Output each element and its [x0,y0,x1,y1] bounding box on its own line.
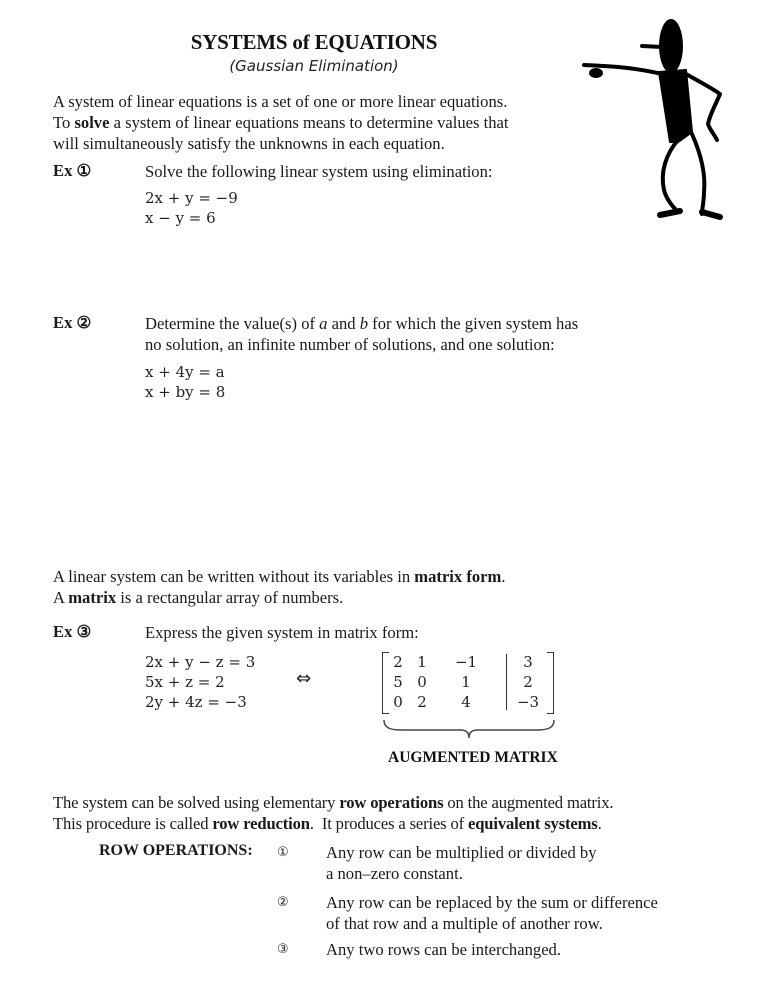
text: is a rectangular array of numbers. [116,588,344,607]
bold-term-matrix: matrix [68,588,117,607]
matrix-cell: −1 [454,653,478,671]
equation: x + by = 8 [145,383,226,401]
matrix-cell: 2 [523,673,533,691]
right-bracket [547,652,554,714]
operation-3-text [326,939,561,960]
example-3-equations [145,652,255,712]
bold-term-row-operations: row operations [339,793,444,812]
text: Any row can be multiplied or divided by [326,843,597,862]
bold-term-equivalent-systems: equivalent systems [468,814,598,833]
text: and [327,314,360,333]
page-subtitle: (Gaussian Elimination) [229,57,399,75]
matrix-intro-paragraph [53,566,506,608]
page-title: SYSTEMS of EQUATIONS [190,30,438,54]
example-1-instruction: Solve the following linear system using elimination: [145,162,493,181]
row-operations-label: ROW OPERATIONS: [99,842,253,859]
matrix-cell: 4 [461,693,471,711]
matrix-cell: 3 [523,653,533,671]
equivalence-arrow-icon: ⇔ [296,668,312,689]
intro-paragraph [53,91,509,154]
pointing-stick-figure-icon [582,12,762,252]
example-1-label: Ex ① [53,161,92,180]
augmented-matrix [382,652,554,714]
matrix-intro-line-2 [53,587,506,608]
matrix-intro-line-1 [53,566,506,587]
row-reduction-line-1 [53,792,613,813]
row-reduction-paragraph [53,792,613,834]
example-2-equations [145,362,225,402]
equation: x − y = 6 [145,209,216,227]
text: A [53,588,69,607]
instruction-line-1 [145,313,578,334]
matrix-cell: −3 [516,693,540,711]
text: This procedure is called [53,814,213,833]
text: of that row and a multiple of another row. [326,914,603,933]
text: for which the given system has [368,314,579,333]
text: a system of linear equations means to determine values that [109,113,509,132]
matrix-cell: 2 [393,653,403,671]
bold-term-solve: solve [74,113,110,132]
augmented-matrix-caption: AUGMENTED MATRIX [388,749,558,766]
variable-a: a [319,314,328,333]
operation-1-text [326,842,597,884]
text: To [53,113,75,132]
example-3-instruction: Express the given system in matrix form: [145,623,419,642]
operation-1-number: ① [277,845,289,860]
text: Determine the value(s) of [145,314,320,333]
equation: 2y + 4z = −3 [145,693,247,711]
example-1-equations [145,188,238,228]
augmentation-bar [506,654,507,710]
equation: 5x + z = 2 [145,673,225,691]
example-3-label: Ex ③ [53,622,92,641]
matrix-cell: 1 [461,673,471,691]
text: Any two rows can be interchanged. [326,940,562,959]
text: . It produces a series of [309,814,468,833]
matrix-cell: 5 [393,673,403,691]
text: The system can be solved using elementary [53,793,340,812]
matrix-cell: 0 [417,673,427,691]
operation-2-text [326,892,658,934]
variable-b: b [359,314,369,333]
text: A linear system can be written without its variables in [53,567,415,586]
underbrace-icon [382,718,556,740]
text: on the augmented matrix. [443,793,614,812]
intro-line-1: A system of linear equations is a set of one or more linear equations. [53,92,508,111]
equation: 2x + y − z = 3 [145,653,256,671]
text: a non–zero constant. [326,864,463,883]
equation: 2x + y = −9 [145,189,238,207]
bold-term-matrix-form: matrix form [414,567,502,586]
text: Any row can be replaced by the sum or difference [326,893,658,912]
matrix-cell: 2 [417,693,427,711]
text: . [501,567,506,586]
operation-2-number: ② [277,895,289,910]
example-2-label: Ex ② [53,313,92,332]
equation: x + 4y = a [145,363,225,381]
operation-3-number: ③ [277,942,289,957]
example-2-instruction [145,313,578,355]
bold-term-row-reduction: row reduction [212,814,310,833]
intro-line-2 [53,112,509,133]
matrix-cell: 0 [393,693,403,711]
instruction-line-2: no solution, an infinite number of solutions, and one solution: [145,335,555,354]
row-reduction-line-2 [53,813,613,834]
intro-line-3: will simultaneously satisfy the unknowns in each equation. [53,134,445,153]
matrix-cell: 1 [417,653,427,671]
text: . [597,814,602,833]
